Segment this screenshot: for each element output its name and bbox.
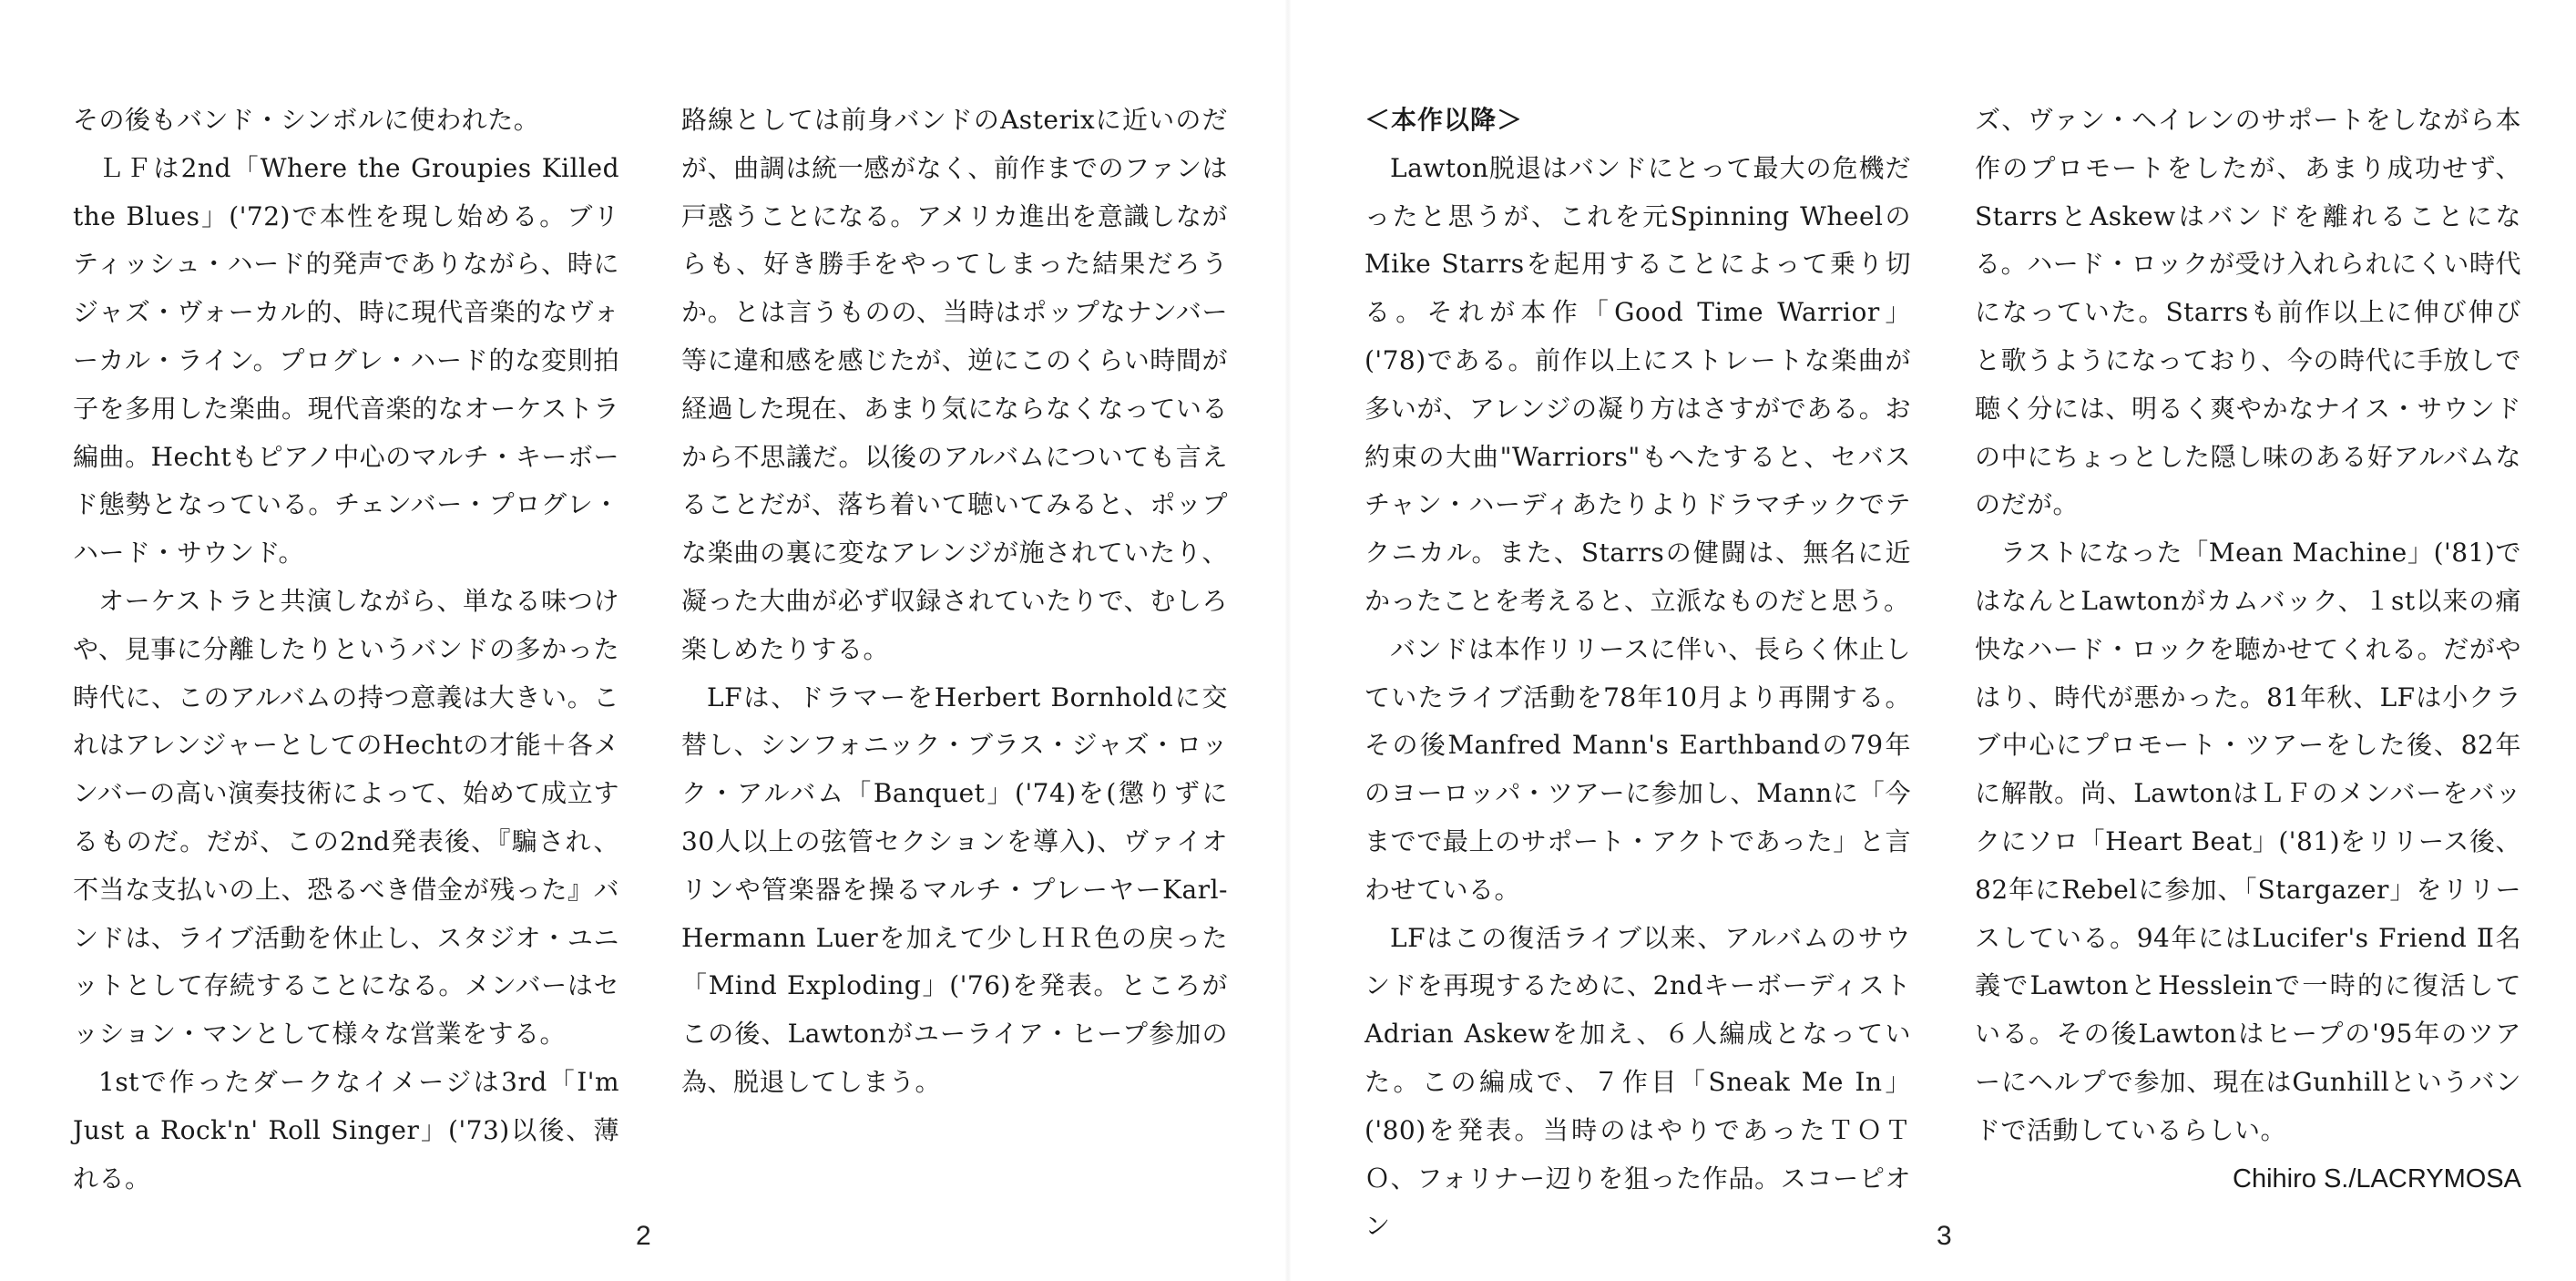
author-signature: Chihiro S./LACRYMOSA xyxy=(2233,1163,2521,1194)
paragraph: ＬＦは2nd「Where the Groupies Killed the Blues」('72)で本性を現し始める。ブリティッシュ・ハード的発声でありながら、時にジャズ・ヴォーカル的、時に現代音楽的なヴォーカル・ライン。プログレ・ハード的な変則拍子を多用した楽曲。現代音楽的なオーケストラ編曲。Hechtもピアノ中心のマルチ・キーボード態勢となっている。チェンバー・プログレ・ハード・サウンド。 xyxy=(73,152,619,569)
page-number: 2 xyxy=(636,1221,651,1251)
paragraph: その後もバンド・シンボルに使われた。 xyxy=(73,105,540,135)
paragraph: バンドは本作リリースに伴い、長らく休止していたライブ活動を78年10月より再開する。その後Manfred Mann's Earthbandの79年のヨーロッパ・ツアーに参加し、Mannに「今までで最上のサポート・アクトであった」と言わせている。 xyxy=(1365,633,1911,905)
text-column-3 xyxy=(1365,97,1911,1251)
paragraph: LFは、ドラマーをHerbert Bornholdに交替し、シンフォニック・ブラス・ジャズ・ロック・アルバム「Banquet」('74)を(懲りずに30人以上の弦管セクションを導入)、ヴァイオリンや管楽器を操るマルチ・プレーヤーKarl-Hermann Luerを加えて少しＨＲ色の戻った「Mind Exploding」('76)を発表。ところがこの後、Lawtonがユーライア・ヒープ参加の為、脱退してしまう。 xyxy=(681,681,1228,1097)
page-number: 3 xyxy=(1937,1221,1952,1251)
paragraph: LFはこの復活ライブ以来、アルバムのサウンドを再現するために、2ndキーボーディストAdrian Askewを加え、６人編成となっていた。この編成で、７作目「Sneak Me In」('80)を発表。当時のはやりであったＴＯＴＯ、フォリナー辺りを狙った作品。スコーピオン xyxy=(1365,922,1911,1242)
right-page xyxy=(1288,0,2576,1281)
paragraph: 路線としては前身バンドのAsterixに近いのだが、曲調は統一感がなく、前作までのファンは戸惑うことになる。アメリカ進出を意識しながらも、好き勝手をやってしまった結果だろうか。とは言うものの、当時はポップなナンバー等に違和感を感じたが、逆にこのくらい時間が経過した現在、あまり気にならなくなっているから不思議だ。以後のアルバムについても言えることだが、落ち着いて聴いてみると、ポップな楽曲の裏に変なアレンジが施されていたり、凝った大曲が必ず収録されていたりで、むしろ楽しめたりする。 xyxy=(681,105,1228,664)
paragraph: 1stで作ったダークなイメージは3rd「I'm Just a Rock'n' Roll Singer」('73)以後、薄れる。 xyxy=(73,1066,619,1194)
paragraph: ラストになった「Mean Machine」('81)ではなんとLawtonがカムバック、１st以来の痛快なハード・ロックを聴かせてくれる。だがやはり、時代が悪かった。81年秋、LFは小クラブ中心にプロモート・ツアーをした後、82年に解散。尚、LawtonはＬＦのメンバーをバックにソロ「Heart Beat」('81)をリリース後、82年にRebelに参加、「Stargazer」をリリースしている。94年にはLucifer's Friend Ⅱ名義でLawtonとHessleinで一時的に復活している。その後Lawtonはヒープの'95年のツアーにヘルプで参加、現在はGunhillというバンドで活動しているらしい。 xyxy=(1975,538,2521,1145)
text-column-2 xyxy=(681,97,1228,1107)
text-column-1 xyxy=(73,97,619,1203)
section-heading: ＜本作以降＞ xyxy=(1365,105,1524,135)
text-column-4 xyxy=(1975,97,2521,1203)
paragraph: オーケストラと共演しながら、単なる味つけや、見事に分離したりというバンドの多かった時代に、このアルバムの持つ意義は大きい。これはアレンジャーとしてのHechtの才能＋各メンバーの高い演奏技術によって、始めて成立するものだ。だが、この2nd発表後、『騙され、不当な支払いの上、恐るべき借金が残った』バンドは、ライブ活動を休止し、スタジオ・ユニットとして存続することになる。メンバーはセッション・マンとして様々な営業をする。 xyxy=(73,585,619,1050)
paragraph: Lawton脱退はバンドにとって最大の危機だったと思うが、これを元Spinning WheelのMike Starrsを起用することによって乗り切る。それが本作「Good Time Warrior」('78)である。前作以上にストレートな楽曲が多いが、アレンジの凝り方はさすがである。お約束の大曲"Warriors"もへたすると、セバスチャン・ハーディあたりよりドラマチックでテクニカル。また、Starrsの健闘は、無名に近かったことを考えると、立派なものだと思う。 xyxy=(1365,152,1911,616)
paragraph: ズ、ヴァン・ヘイレンのサポートをしながら本作のプロモートをしたが、あまり成功せず、StarrsとAskewはバンドを離れることになる。ハード・ロックが受け入れられにくい時代になっていた。Starrsも前作以上に伸び伸びと歌うようになっており、今の時代に手放しで聴く分には、明るく爽やかなナイス・サウンドの中にちょっとした隠し味のある好アルバムなのだが。 xyxy=(1975,105,2521,520)
